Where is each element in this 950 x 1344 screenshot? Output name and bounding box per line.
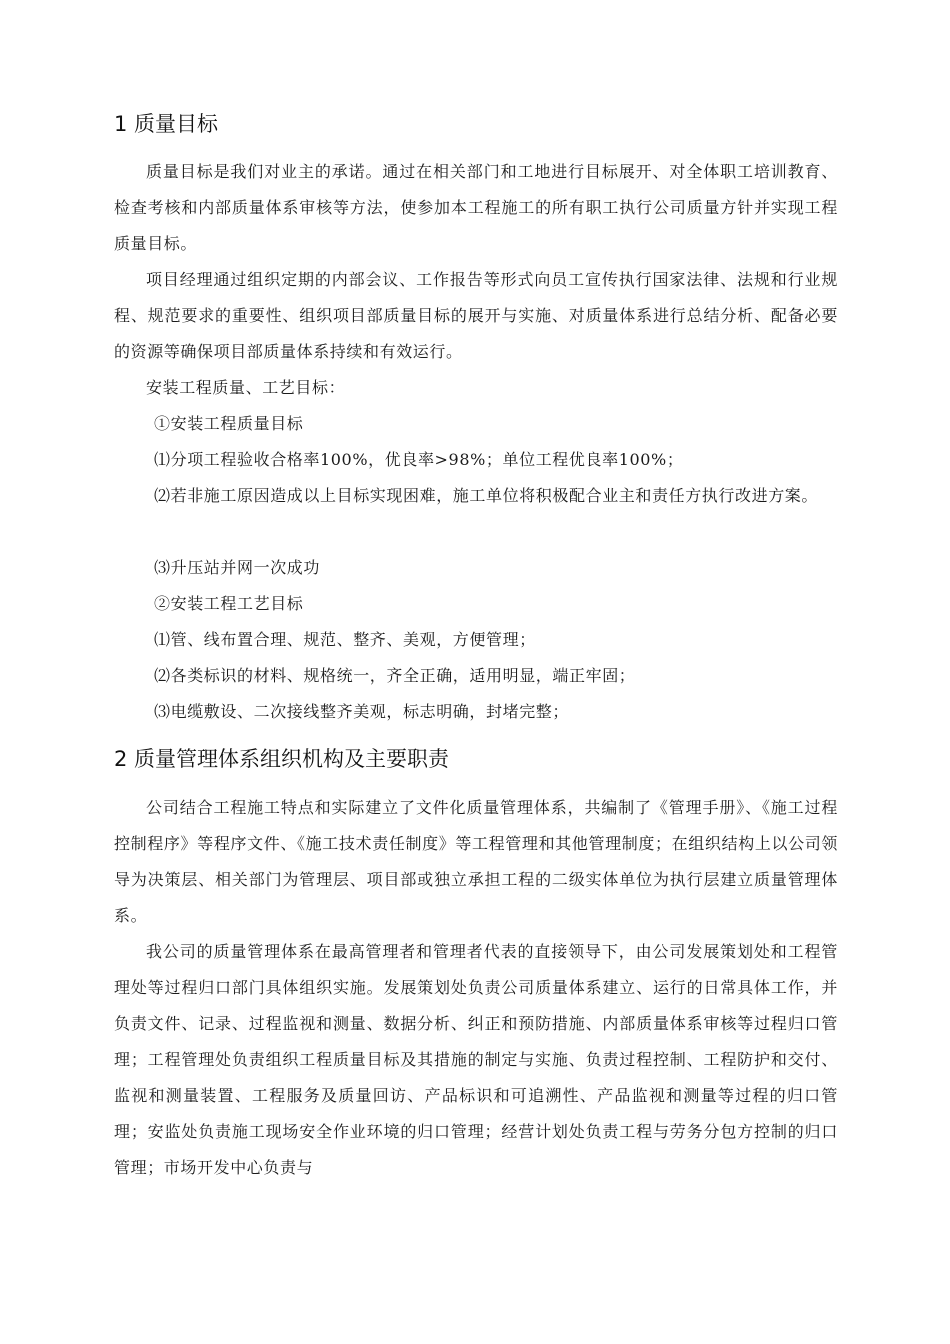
list-item-labels: ⑵各类标识的材料、规格统一，齐全正确，适用明显，端正牢固； bbox=[154, 666, 636, 685]
document-page bbox=[114, 0, 838, 1344]
list-item-grid-connection: ⑶升压站并网一次成功 bbox=[154, 558, 321, 577]
section-heading-quality-goals: 1 质量目标 bbox=[114, 112, 219, 136]
list-item-quality-goal-heading: ①安装工程质量目标 bbox=[154, 414, 304, 433]
paragraph-installation-goals-intro: 安装工程质量、工艺目标： bbox=[146, 378, 346, 397]
list-item-pipe-layout: ⑴管、线布置合理、规范、整齐、美观，方便管理； bbox=[154, 630, 536, 649]
paragraph-quality-goal-commitment: 质量目标是我们对业主的承诺。通过在相关部门和工地进行目标展开、对全体职工培训教育、检查考核和内部质量体系审核等方法，使参加本工程施工的所有职工执行公司质量方针并实现工程质量目标。 bbox=[114, 162, 838, 253]
paragraph-system-responsibilities: 我公司的质量管理体系在最高管理者和管理者代表的直接领导下，由公司发展策划处和工程管理处等过程归口部门具体组织实施。发展策划处负责公司质量体系建立、运行的日常具体工作，并负责文件、记录、过程监视和测量、数据分析、纠正和预防措施、内部质量体系审核等过程归口管理；工程管理处负责组织工程质量目标及其措施的制定与实施、负责过程控制、工程防护和交付、监视和测量装置、工程服务及质量回访、产品标识和可追溯性、产品监视和测量等过程的归口管理；安监处负责施工现场安全作业环境的归口管理；经营计划处负责工程与劳务分包方控制的归口管理；市场开发中心负责与 bbox=[114, 942, 838, 1177]
paragraph-documented-system: 公司结合工程施工特点和实际建立了文件化质量管理体系，共编制了《管理手册》、《施工过程控制程序》等程序文件、《施工技术责任制度》等工程管理和其他管理制度；在组织结构上以公司领导为决策层、相关部门为管理层、项目部或独立承担工程的二级实体单位为执行层建立质量管理体系。 bbox=[114, 798, 838, 925]
section-heading-quality-system: 2 质量管理体系组织机构及主要职责 bbox=[114, 747, 450, 771]
list-item-cable-laying: ⑶电缆敷设、二次接线整齐美观，标志明确，封堵完整； bbox=[154, 702, 570, 721]
paragraph-project-manager: 项目经理通过组织定期的内部会议、工作报告等形式向员工宣传执行国家法律、法规和行业规程、规范要求的重要性、组织项目部质量目标的展开与实施、对质量体系进行总结分析、配备必要的资源等确保项目部质量体系持续和有效运行。 bbox=[114, 270, 838, 361]
list-item-process-goal-heading: ②安装工程工艺目标 bbox=[154, 594, 304, 613]
list-item-non-construction-cause: ⑵若非施工原因造成以上目标实现困难，施工单位将积极配合业主和责任方执行改进方案。 bbox=[154, 486, 819, 505]
list-item-acceptance-rate: ⑴分项工程验收合格率100%，优良率>98%；单位工程优良率100%； bbox=[154, 450, 684, 469]
